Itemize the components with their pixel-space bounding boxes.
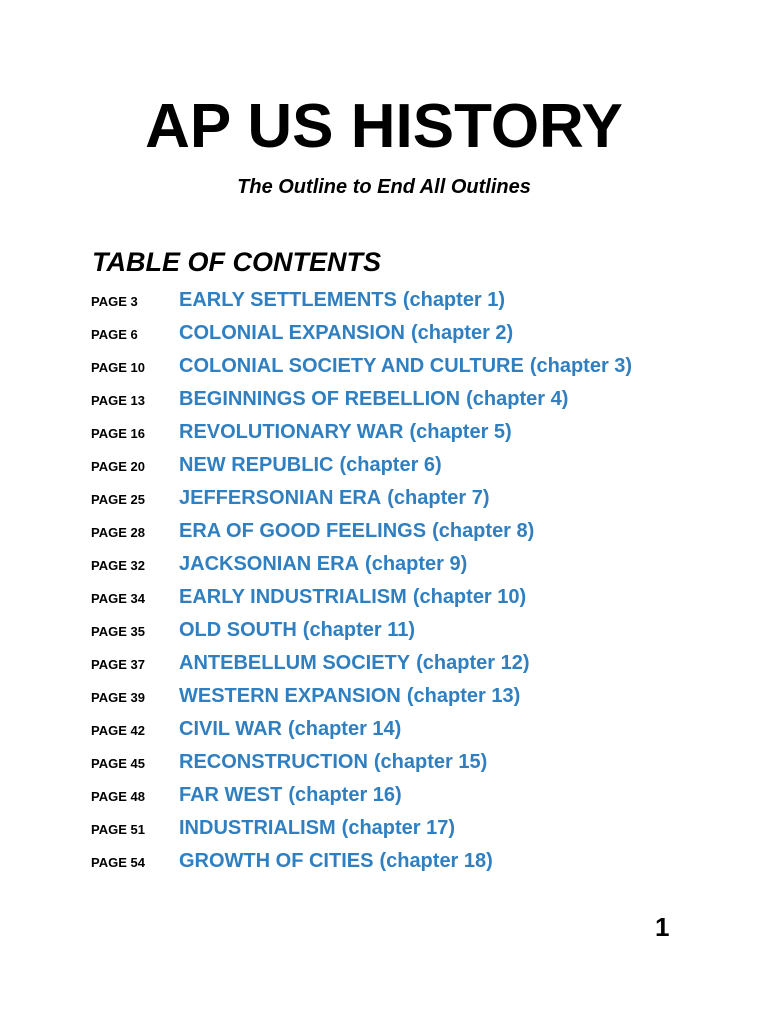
toc-page-ref: PAGE 37 — [91, 657, 145, 672]
toc-row — [0, 450, 768, 483]
toc-link-title: BEGINNINGS OF REBELLION — [179, 388, 461, 410]
toc-page-ref: PAGE 45 — [91, 756, 145, 771]
toc-row — [0, 483, 768, 516]
toc-page-ref: PAGE 13 — [91, 393, 145, 408]
document-title: AP US HISTORY — [145, 92, 623, 161]
toc-page-ref: PAGE 48 — [91, 789, 145, 804]
toc-link[interactable] — [179, 518, 534, 544]
toc-row — [0, 384, 768, 417]
toc-row — [0, 648, 768, 681]
toc-link-title: ERA OF GOOD FEELINGS — [179, 520, 427, 542]
toc-row — [0, 417, 768, 450]
toc-page-ref: PAGE 35 — [91, 624, 145, 639]
toc-row — [0, 846, 768, 879]
toc-row — [0, 615, 768, 648]
toc-link-chapter: (chapter 2) — [410, 322, 514, 344]
toc-link-chapter: (chapter 8) — [432, 520, 535, 542]
toc-page-ref: PAGE 51 — [91, 822, 145, 837]
toc-link[interactable] — [179, 584, 526, 610]
toc-link-chapter: (chapter 3) — [529, 355, 633, 377]
toc-link-title: RECONSTRUCTION — [179, 751, 368, 773]
toc-link[interactable] — [179, 815, 455, 841]
toc-link-chapter: (chapter 18) — [379, 850, 493, 872]
toc-link-title: FAR WEST — [179, 784, 283, 806]
toc-link[interactable] — [179, 419, 512, 445]
toc-link-chapter: (chapter 15) — [373, 751, 488, 773]
toc-link-title: WESTERN EXPANSION — [179, 685, 401, 707]
toc-link-title: COLONIAL EXPANSION — [179, 322, 405, 344]
toc-row — [0, 285, 768, 318]
toc-row — [0, 714, 768, 747]
toc-link-title: JACKSONIAN ERA — [179, 553, 360, 575]
toc-link[interactable] — [179, 452, 442, 478]
toc-link-title: CIVIL WAR — [179, 718, 282, 740]
toc-link-title: OLD SOUTH — [179, 619, 297, 641]
toc-link-chapter: (chapter 1) — [402, 289, 506, 311]
toc-link-chapter: (chapter 10) — [412, 586, 527, 608]
toc-link-title: EARLY INDUSTRIALISM — [179, 586, 407, 608]
toc-link[interactable] — [179, 848, 493, 874]
toc-link-chapter: (chapter 7) — [387, 487, 490, 509]
toc-link-title: INDUSTRIALISM — [179, 817, 336, 839]
toc-link-title: ANTEBELLUM SOCIETY — [179, 652, 411, 674]
document-subtitle: The Outline to End All Outlines — [237, 176, 531, 198]
toc-row — [0, 516, 768, 549]
toc-link-title: GROWTH OF CITIES — [179, 850, 374, 872]
toc-row — [0, 549, 768, 582]
toc-link-chapter: (chapter 5) — [409, 421, 512, 443]
toc-page-ref: PAGE 39 — [91, 690, 145, 705]
toc-link-title: REVOLUTIONARY WAR — [179, 421, 404, 443]
toc-link-chapter: (chapter 14) — [287, 718, 402, 740]
toc-link-chapter: (chapter 11) — [302, 619, 416, 641]
page-number: 1 — [655, 912, 670, 942]
toc-link[interactable] — [179, 485, 490, 511]
toc-link-chapter: (chapter 17) — [341, 817, 456, 839]
toc-link-title: JEFFERSONIAN ERA — [179, 487, 382, 509]
toc-page-ref: PAGE 34 — [91, 591, 145, 606]
toc-page-ref: PAGE 20 — [91, 459, 145, 474]
toc-heading: TABLE OF CONTENTS — [92, 247, 381, 277]
toc-row — [0, 318, 768, 351]
toc-link[interactable] — [179, 782, 402, 808]
toc-link[interactable] — [179, 320, 513, 346]
toc-link-chapter: (chapter 13) — [406, 685, 521, 707]
toc-row — [0, 780, 768, 813]
toc-link-chapter: (chapter 9) — [365, 553, 468, 575]
toc-link[interactable] — [179, 716, 401, 742]
toc-link-title: EARLY SETTLEMENTS — [179, 289, 397, 311]
toc-link-chapter: (chapter 12) — [416, 652, 530, 674]
toc-page-ref: PAGE 10 — [91, 360, 145, 375]
toc-link-title: NEW REPUBLIC — [179, 454, 334, 476]
toc-link[interactable] — [179, 551, 467, 577]
toc-page-ref: PAGE 25 — [91, 492, 145, 507]
toc-page-ref: PAGE 3 — [91, 294, 138, 309]
toc-link-title: COLONIAL SOCIETY AND CULTURE — [179, 355, 524, 377]
toc-page-ref: PAGE 42 — [91, 723, 145, 738]
toc-link-chapter: (chapter 6) — [339, 454, 442, 476]
toc-row — [0, 351, 768, 384]
toc-page-ref: PAGE 32 — [91, 558, 145, 573]
toc-row — [0, 813, 768, 846]
toc-page-ref: PAGE 28 — [91, 525, 145, 540]
toc-link[interactable] — [179, 386, 568, 412]
toc-row — [0, 681, 768, 714]
toc-row — [0, 747, 768, 780]
toc-link[interactable] — [179, 287, 505, 313]
toc-page-ref: PAGE 16 — [91, 426, 145, 441]
toc-link-chapter: (chapter 4) — [466, 388, 569, 410]
toc-link[interactable] — [179, 650, 530, 676]
toc-link-chapter: (chapter 16) — [288, 784, 402, 806]
toc-row — [0, 582, 768, 615]
toc-link[interactable] — [179, 353, 632, 379]
table-of-contents — [0, 285, 768, 879]
toc-page-ref: PAGE 6 — [91, 327, 138, 342]
toc-link[interactable] — [179, 683, 520, 709]
toc-link[interactable] — [179, 617, 415, 643]
toc-link[interactable] — [179, 749, 487, 775]
toc-page-ref: PAGE 54 — [91, 855, 145, 870]
